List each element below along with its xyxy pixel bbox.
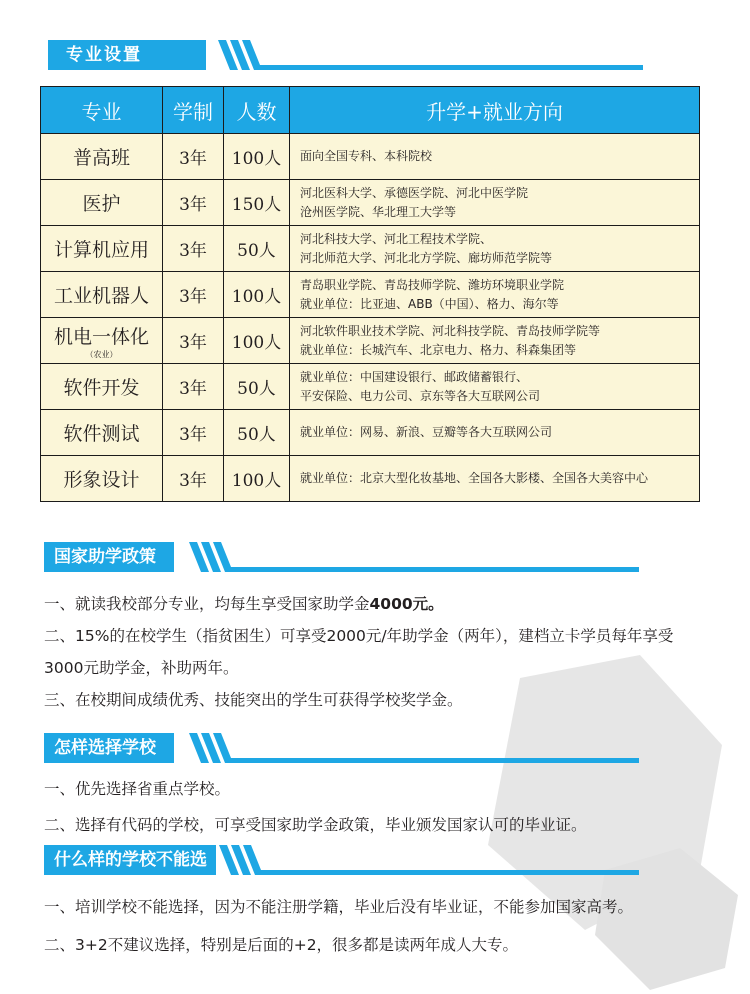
header-rule	[259, 870, 639, 875]
table-row	[41, 318, 700, 364]
table-row	[41, 272, 700, 318]
avoid-school-text	[44, 888, 704, 964]
column-header: 学制	[163, 87, 224, 134]
major-name: 医护	[41, 180, 163, 226]
duration: 3年	[163, 272, 224, 318]
major-name: 普高班	[41, 134, 163, 180]
enrollment: 50人	[224, 364, 290, 410]
destinations: 就业单位：北京大型化妆基地、全国各大影楼、全国各大美容中心	[290, 456, 700, 502]
paragraph: 一、优先选择省重点学校。	[44, 780, 231, 798]
paragraph: 一、就读我校部分专业，均每生享受国家助学金4000元。	[44, 595, 444, 613]
section-header-choose	[44, 733, 639, 763]
column-header: 专业	[41, 87, 163, 134]
enrollment: 100人	[224, 318, 290, 364]
duration: 3年	[163, 318, 224, 364]
table-row	[41, 226, 700, 272]
major-name: 形象设计	[41, 456, 163, 502]
enrollment: 100人	[224, 272, 290, 318]
major-subtitle: （农业）	[85, 349, 118, 359]
section-title: 国家助学政策	[44, 542, 174, 572]
table-row	[41, 456, 700, 502]
enrollment: 50人	[224, 226, 290, 272]
destinations: 青岛职业学院、青岛技师学院、潍坊环境职业学院 就业单位：比亚迪、ABB（中国）、格力、海尔等	[290, 272, 700, 318]
section-title: 专业设置	[48, 40, 206, 70]
table-row	[41, 364, 700, 410]
table-row	[41, 180, 700, 226]
duration: 3年	[163, 226, 224, 272]
destinations: 河北医科大学、承德医学院、河北中医学院 沧州医学院、华北理工大学等	[290, 180, 700, 226]
duration: 3年	[163, 456, 224, 502]
duration: 3年	[163, 134, 224, 180]
major-name: 计算机应用	[41, 226, 163, 272]
destinations: 河北软件职业技术学院、河北科技学院、青岛技师学院等 就业单位：长城汽车、北京电力、格力、科森集团等	[290, 318, 700, 364]
majors-table	[40, 86, 700, 502]
major-name: 工业机器人	[41, 272, 163, 318]
header-rule	[258, 65, 643, 70]
enrollment: 100人	[224, 456, 290, 502]
section-header-majors	[48, 40, 643, 70]
section-header-aid	[44, 542, 639, 572]
enrollment: 50人	[224, 410, 290, 456]
header-rule	[229, 567, 639, 572]
table-row	[41, 410, 700, 456]
paragraph: 二、3+2不建议选择，特别是后面的+2，很多都是读两年成人大专。	[44, 936, 519, 954]
section-title: 怎样选择学校	[44, 733, 174, 763]
section-header-avoid	[44, 845, 639, 875]
column-header: 升学+就业方向	[290, 87, 700, 134]
major-name: 机电一体化 （农业）	[41, 318, 163, 364]
destinations: 河北科技大学、河北工程技术学院、 河北师范大学、河北北方学院、廊坊师范学院等	[290, 226, 700, 272]
section-title: 什么样的学校不能选	[44, 845, 216, 875]
destinations: 就业单位：网易、新浪、豆瓣等各大互联网公司	[290, 410, 700, 456]
duration: 3年	[163, 410, 224, 456]
paragraph: 二、选择有代码的学校，可享受国家助学金政策，毕业颁发国家认可的毕业证。	[44, 816, 587, 834]
paragraph: 一、培训学校不能选择，因为不能注册学籍，毕业后没有毕业证，不能参加国家高考。	[44, 898, 634, 916]
major-name: 软件开发	[41, 364, 163, 410]
enrollment: 100人	[224, 134, 290, 180]
choose-school-text	[44, 771, 704, 843]
paragraph: 二、15%的在校学生（指贫困生）可享受2000元/年助学金（两年），建档立卡学员每年享受3000元助学金，补助两年。	[44, 627, 674, 677]
major-name: 软件测试	[41, 410, 163, 456]
duration: 3年	[163, 180, 224, 226]
destinations: 就业单位：中国建设银行、邮政储蓄银行、 平安保险、电力公司、京东等各大互联网公司	[290, 364, 700, 410]
aid-policy-text	[44, 588, 704, 716]
table-row	[41, 134, 700, 180]
table-header-row	[41, 87, 700, 134]
paragraph: 三、在校期间成绩优秀、技能突出的学生可获得学校奖学金。	[44, 691, 463, 709]
enrollment: 150人	[224, 180, 290, 226]
aid-amount: 4000元。	[369, 595, 444, 613]
column-header: 人数	[224, 87, 290, 134]
header-rule	[229, 758, 639, 763]
duration: 3年	[163, 364, 224, 410]
destinations: 面向全国专科、本科院校	[290, 134, 700, 180]
